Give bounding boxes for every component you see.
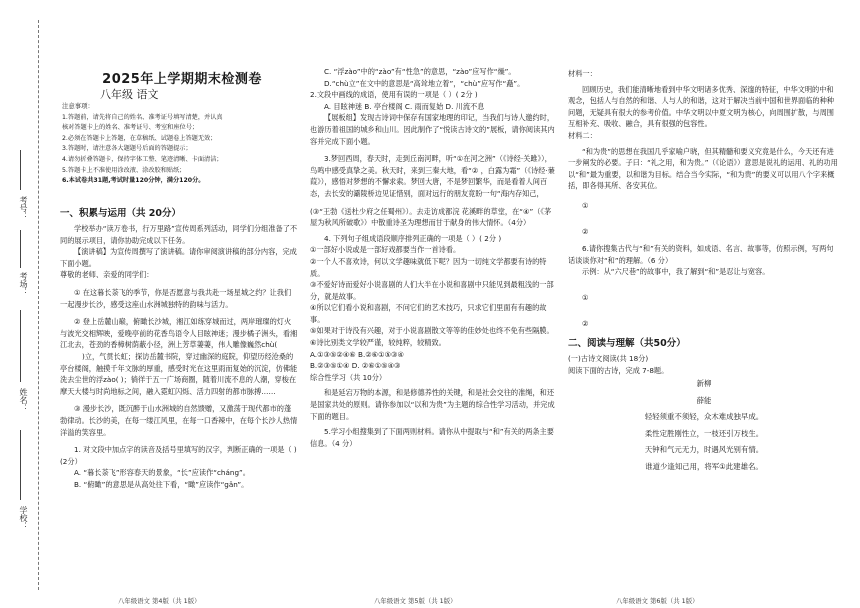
binding-strip	[0, 0, 50, 608]
question-4: 4. 下列句子组成语段顺序排列正确的一项是（ ）( 2分 )	[324, 233, 502, 243]
section-1-heading: 一、积累与运用（共 20分）	[60, 208, 182, 219]
exam-subtitle: 八年级 语文	[100, 88, 159, 101]
speech-paragraph-2	[60, 316, 298, 397]
section-2-heading: 二、阅读与理解（共50分）	[568, 338, 686, 350]
question-5: 5.学习小组搜集到了下面两则材料。请你从中提取与“和”有关的两条主要信息。（4 分）	[310, 427, 554, 448]
page-footer: 八年级语文 第6版（共 1版）	[616, 597, 699, 605]
answer-slot-1[interactable]: ①	[582, 200, 589, 210]
material-1: 回顾历史，我们能清晰地看到中华文明诸多优秀、深邃的特征，中华文明的中和观念，包括人与自然的和谐、人与人的和谐，这对于解决当前中国和世界面临的种种问题，无疑具有很大的参考价值。中华文明以中夏文明为核心，向周围扩散，与周围互相补充、吸收、融合，具有很强的包容性。	[568, 84, 834, 129]
exam-no-label: 考号：	[19, 196, 28, 220]
zao-pinyin: zào	[103, 375, 116, 385]
section-1-intro: 学校举办“读万卷书，行万里路”宣传周系列活动，同学们分组准备了不同的展示项目，请你协助完成以下任务。	[60, 224, 298, 245]
answer-slot-2[interactable]: ②	[582, 226, 589, 236]
speech-task: 【演讲稿】为宣传周撰写了演讲稿。请你审阅演讲稿的部分内容，完成下面小题。	[60, 247, 297, 268]
question-1: 1. 对文段中加点字的读音及括号里填写的汉字，判断正确的一项是（ )(2分）	[60, 445, 297, 466]
speech-greeting: 尊敬的老师、亲爱的同学们：	[60, 270, 154, 280]
question-3: 3.梦回西周，春天时，走到丘南河畔，听“①在河之洲”（《诗经·关雎》），鸟鸣中感受真挚之美。秋天时，来到三秦大地，看“② ，白露为霜”（《诗经·蒹葭》），感悟对梦想的不懈求索。梦回大唐，不是梦回繁华，而是看着人间百态，去长安的灞陵桥边见证惜别，面对远行的朋友竟盼一句“海内存知己，	[310, 154, 555, 198]
q4-sentence: ④所以它们看小说和喜剧，不问它们的艺术技巧，只求它们里面有有趣的故事。	[310, 303, 547, 324]
column-1	[52, 0, 302, 608]
note-item: 核对答题卡上的姓名、准考证号、考室和座位号；	[62, 124, 199, 132]
cut-line	[38, 20, 39, 590]
column-2-content	[310, 66, 556, 449]
note-item: 2.必须在答题卡上答题，在草稿纸、试题卷上答题无效；	[62, 134, 217, 142]
poem-line: 天钟和气元无力，时遇风光别有情。	[644, 445, 764, 455]
integrated-learning-heading: 综合性学习（共 10分）	[310, 372, 387, 382]
q4-sentence: ⑤如果对于诗没有兴趣，对于小说喜剧散文等等的佳妙处也终不免有些隔膜。	[310, 326, 554, 336]
sub-section-heading: (一)古诗文阅读(共 18分)	[568, 354, 649, 364]
note-item: 1.答题前，请先将自己的姓名、准考证号填写清楚，并认真	[62, 113, 223, 121]
note-item: 4.请勿折叠答题卡，保持字体工整、笔迹清晰、卡面清洁；	[62, 155, 223, 163]
answer-slot-4[interactable]: ②	[582, 318, 589, 328]
notes-heading: 注意事项：	[62, 102, 94, 110]
q2-options[interactable]: A. 目眩神迷 B. 亭台楼阁 C. 雨而复始 D. 川流不息	[324, 101, 485, 111]
speech-paragraph-2d: ( )；徜徉于五一广场商圈，随着川流不息的人潮，穿梭在摩天大楼与时尚地标之间，融入霓虹闪烁、活力四射的都市脉搏……	[60, 375, 297, 396]
q4-sentence: ②一个人不喜欢诗，何以文学趣味就低下呢？因为一切纯文学都要有诗的特质。	[310, 256, 547, 278]
material-2: “和为贵”的思想在我国几乎家喻户晓，但其精髓和要义究竟是什么，今天还有进一步阐发的必要。子曰：“礼之用，和为贵。”（《论语》）意思是说礼的运用、礼的功用以“和”最为重要，以和谐为目标。结合当今实际，“和为贵”的要义可以用八个字来概括，即各得其所、各安其位。	[568, 146, 838, 191]
q1-option-c[interactable]: C. “浮zào”中的“zào”有“性急”的意思，“zào”应写作“燥”。	[324, 67, 516, 76]
poem-line: 谁道少逢知己用，将军①此建雄名。	[645, 461, 763, 471]
name-label: 姓名：	[19, 388, 28, 412]
poem-line: 轻轻须重不须轻，众木难成独早成。	[644, 412, 764, 422]
poem-line: 柔性定胜刚性立，一枝还引万枝生。	[644, 428, 764, 438]
display-board-task: 【展板组】发现古诗词中保存有国家地理的印记，当我们与诗人邀约时，也游历着祖国的城乡和山川。因此制作了“悦读古诗文的”展板，请你阅读其内容并完成下面小题。	[310, 113, 555, 146]
school-label: 学校：	[19, 506, 28, 530]
exam-room-line[interactable]	[20, 230, 21, 268]
speech-paragraph-3: ③ 漫步长沙，既沉醉于山水洲城的自然馈赠，又激荡于现代都市的蓬勃律动。长沙的美，在每一缕江风里，在每一口香辣中，在每个长沙人热情洋溢的笑容里。	[60, 404, 298, 437]
q4-sentence: ⑥诗比别类文学较严谨，较纯粹，较精致。	[310, 338, 446, 348]
note-item: 6.本试卷共31题,考试时量120分钟，满分120分。	[62, 177, 205, 185]
question-3-continued: (③“王勃《送杜少府之任蜀州》）。去走访成都浣 花溪畔的草堂，在“④”（《茅屋为秋风所破歌》）中散重诗圣为理想而甘于献身的伟大情怀。（4分）	[310, 206, 552, 228]
answer-slot-3[interactable]: ①	[582, 292, 589, 302]
column-2	[306, 0, 560, 608]
exam-room-label: 考场：	[19, 272, 28, 296]
page-footer: 八年级语文 第4版（共 1版）	[118, 597, 201, 605]
material-2-heading: 材料二：	[568, 130, 597, 140]
sub-section-instruction: 阅读下面的古诗，完成 7-8题。	[568, 365, 669, 375]
question-2: 2.文段中画线的成语，使用有误的一项是（ ）( 2分 )	[310, 90, 478, 100]
q1-option-a[interactable]: A. “暮长荼飞”形容春天的景象，“长”应读作“cháng”。	[74, 468, 250, 478]
note-item: 5.答题卡上不准使用涂改液、涂改胶和贴纸；	[62, 166, 186, 174]
note-item: 3.答题时，请注意各大题题号后面的答题提示；	[62, 145, 192, 153]
notes-box	[62, 101, 248, 187]
q4-sentence: ③不爱好诗而爱好小说喜剧的人们大半在小说和喜剧中只能见到最粗浅的一部分，就是故事。	[310, 280, 554, 301]
speech-paragraph-2a: ② 登上岳麓山巅，俯瞰长沙城，湘江如练穿城而过，两岸璀璨的灯火与波光交相辉映，爱晚亭前的花香鸟语令人目眩神迷；漫步橘子洲头，看湘江北去，苍劲的香樟树荫蔽小径，洲上芳草萋萋，伟人雕像巍然chù(	[60, 317, 298, 350]
integrated-learning-intro: 和是延宕万物的本源，和是修德养性的关键，和是社会交往的准绳，和还是国家共处的原则。请你参加以“以和为贵”为主题的综合性学习活动，并完成下面的题目。	[310, 388, 555, 421]
section-1	[60, 205, 298, 490]
poem-title: 新柳	[696, 379, 712, 389]
material-1-heading: 材料一：	[568, 69, 597, 78]
poem-author: 薛能	[696, 395, 712, 405]
speech-paragraph-2b: )立，气贯长虹；探访岳麓书院，穿过幽深的庭院，仰望历经沧桑的亭台楼阁，触摸千年文脉的厚重，感受时光在这里雨而复始的沉淀，仿佛能洗去尘世的浮	[60, 351, 298, 385]
q4-options[interactable]: A.①③⑤②④⑥ B.②⑥①⑤③④	[310, 349, 404, 359]
column-3-content	[568, 68, 840, 475]
q4-sentence: ①一部好小说或是一部好戏都要当作一首诗看。	[310, 245, 461, 255]
q4-options[interactable]: B.②③⑤①④ D. ②⑥①⑤④③	[310, 361, 401, 371]
q1-option-b[interactable]: B. “俯瞰”的意思是从高处往下看，“瞰”应读作“gǎn”。	[74, 479, 249, 489]
poem	[568, 376, 840, 475]
exam-title: 2025年上学期期末检测卷	[102, 72, 262, 87]
q1-option-d[interactable]: D.“chù立”在文中的意思是“高耸地立着”，“chù”应写作“矗”。	[324, 78, 525, 88]
exam-no-line[interactable]	[20, 150, 21, 190]
speech-paragraph-1: ① 在这暮长荼飞的季节，你是否愿意与我共赴一场星城之约？让我们一起漫步长沙，感受这座山水洲城独特的韵味与活力。	[60, 287, 292, 309]
question-6: 6.请你搜集古代与“和”有关的资料，如成语、名言、故事等，仿照示例，写两句话谈谈你对“和”的理解。（6 分）	[568, 244, 834, 265]
page-footer: 八年级语文 第5版（共 1版）	[374, 597, 457, 605]
question-6-example: 示例：从“六尺巷”的故事中，我了解到“和”是忍让与宽容。	[582, 267, 770, 277]
name-line[interactable]	[20, 310, 21, 382]
column-3	[566, 0, 846, 608]
school-line[interactable]	[20, 430, 21, 500]
